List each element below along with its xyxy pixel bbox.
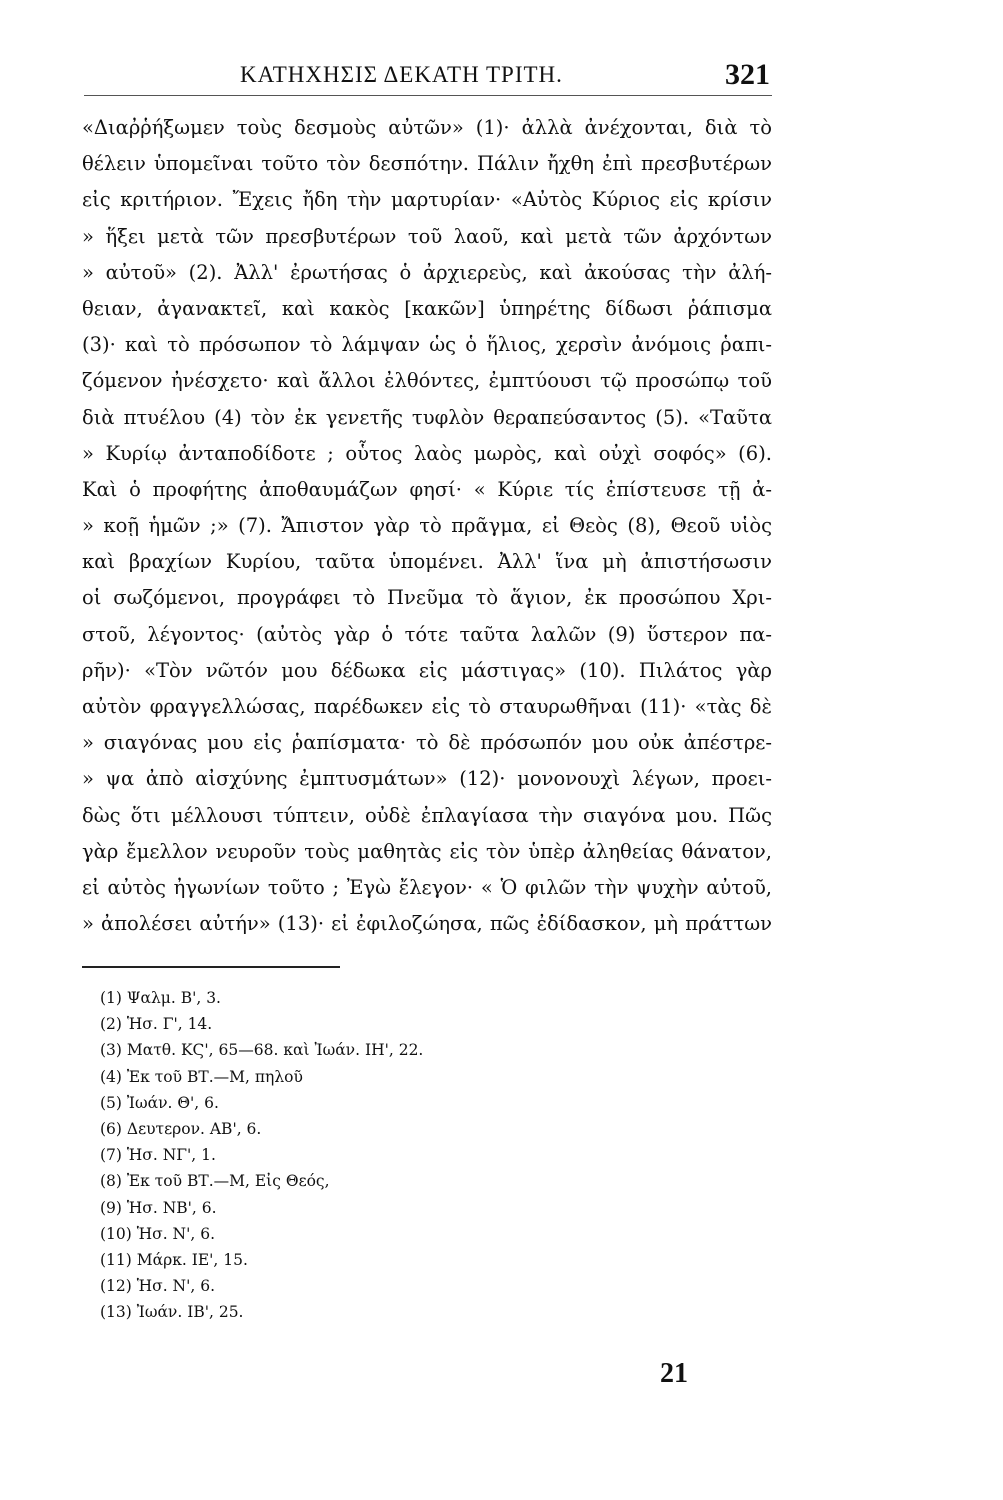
footnote-rule xyxy=(82,966,340,968)
text-line: εἰς κριτήριον. Ἔχεις ἤδη τὴν μαρτυρίαν· «Αὐτὸς Κύριος εἰς κρίσιν xyxy=(82,188,772,212)
footnote: (11) Μάρκ. ΙΕ', 15. xyxy=(100,1250,248,1269)
text-line: θειαν, ἀγανακτεῖ, καὶ κακὸς [κακῶν] ὑπηρέτης δίδωσι ῥάπισμα xyxy=(82,296,772,320)
text-line: » ἥξει μετὰ τῶν πρεσβυτέρων τοῦ λαοῦ, καὶ μετὰ τῶν ἀρχόντων xyxy=(82,224,772,248)
footnote: (3) Ματθ. ΚϚ', 65—68. καὶ Ἰωάν. ΙΗ', 22. xyxy=(100,1041,424,1060)
footnote: (5) Ἰωάν. Θ', 6. xyxy=(100,1093,219,1112)
text-line: » σιαγόνας μου εἰς ῥαπίσματα· τὸ δὲ πρόσωπόν μου οὐκ ἀπέστρε- xyxy=(82,731,772,755)
text-line: καὶ βραχίων Κυρίου, ταῦτα ὑπομένει. Ἀλλ' ἵνα μὴ ἀπιστήσωσιν xyxy=(82,550,772,574)
text-line: ζόμενον ἠνέσχετο· καὶ ἄλλοι ἐλθόντες, ἐμπτύουσι τῷ προσώπῳ τοῦ xyxy=(82,369,772,393)
running-head xyxy=(80,58,770,98)
footnote: (13) Ἰωάν. ΙΒ', 25. xyxy=(100,1303,244,1322)
footnote: (7) Ἡσ. ΝΓ', 1. xyxy=(100,1146,216,1165)
signature-mark: 21 xyxy=(660,1358,688,1389)
text-line: » ψα ἀπὸ αἰσχύνης ἐμπτυσμάτων» (12)· μονονουχὶ λέγων, προει- xyxy=(82,767,772,791)
footnotes xyxy=(100,985,700,1325)
page-number: 321 xyxy=(725,58,770,91)
text-line: Καὶ ὁ προφήτης ἀποθαυμάζων φησί· « Κύριε τίς ἐπίστευσε τῇ ἀ- xyxy=(82,477,772,501)
main-text xyxy=(82,110,772,942)
text-line: ρῆν)· «Τὸν νῶτόν μου δέδωκα εἰς μάστιγας» (10). Πιλάτος γὰρ xyxy=(82,658,772,682)
footnote: (12) Ἡσ. Ν', 6. xyxy=(100,1277,216,1296)
text-line: γὰρ ἔμελλον νευροῦν τοὺς μαθητὰς εἰς τὸν ὑπὲρ ἀληθείας θάνατον, xyxy=(82,839,772,863)
text-line: » ἀπολέσει αὐτήν» (13)· εἰ ἐφιλοζώησα, πῶς ἐδίδασκον, μὴ πράττων xyxy=(82,912,772,936)
footnote: (1) Ψαλμ. Β', 3. xyxy=(100,989,221,1007)
footnote: (6) Δευτερον. ΑΒ', 6. xyxy=(100,1119,262,1138)
text-line: στοῦ, λέγοντος· (αὐτὸς γὰρ ὁ τότε ταῦτα λαλῶν (9) ὕστερον πα- xyxy=(82,622,772,646)
header-rule xyxy=(84,95,772,96)
text-line: » αὐτοῦ» (2). Ἀλλ' ἐρωτήσας ὁ ἀρχιερεὺς, καὶ ἀκούσας τὴν ἀλή- xyxy=(82,260,772,284)
text-line: οἱ σωζόμενοι, προγράφει τὸ Πνεῦμα τὸ ἅγιον, ἐκ προσώπου Χρι- xyxy=(82,586,772,610)
text-line: εἰ αὐτὸς ἠγωνίων τοῦτο ; Ἐγὼ ἔλεγον· « Ὁ φιλῶν τὴν ψυχὴν αὐτοῦ, xyxy=(82,875,772,899)
text-line: δὼς ὅτι μέλλουσι τύπτειν, οὐδὲ ἐπλαγίασα τὴν σιαγόνα μου. Πῶς xyxy=(82,803,772,827)
text-line: » κοῇ ἡμῶν ;» (7). Ἄπιστον γὰρ τὸ πρᾶγμα, εἰ Θεὸς (8), Θεοῦ υἱὸς xyxy=(82,514,772,538)
footnote: (8) Ἐκ τοῦ ΒΤ.—Μ, Εἰς Θεός, xyxy=(100,1172,330,1191)
text-line: θέλειν ὑπομεῖναι τοῦτο τὸν δεσπότην. Πάλιν ἤχθη ἐπὶ πρεσβυτέρων xyxy=(82,152,772,176)
footnote: (9) Ἡσ. ΝΒ', 6. xyxy=(100,1198,217,1217)
footnote: (10) Ἡσ. Ν', 6. xyxy=(100,1224,216,1243)
running-title: ΚΑΤΗΧΗΣΙΣ ΔΕΚΑΤΗ ΤΡΙΤΗ. xyxy=(240,62,563,87)
footnote: (4) Ἐκ τοῦ ΒΤ.—Μ, πηλοῦ xyxy=(100,1067,303,1086)
footnote: (2) Ἡσ. Γ', 14. xyxy=(100,1015,213,1034)
text-line: » Κυρίῳ ἀνταποδίδοτε ; οὗτος λαὸς μωρὸς, καὶ οὐχὶ σοφός» (6). xyxy=(82,441,772,465)
text-line: «Διαῤῥήξωμεν τοὺς δεσμοὺς αὐτῶν» (1)· ἀλλὰ ἀνέχονται, διὰ τὸ xyxy=(82,116,772,139)
text-line: διὰ πτυέλου (4) τὸν ἐκ γενετῆς τυφλὸν θεραπεύσαντος (5). «Ταῦτα xyxy=(82,405,772,429)
text-line: αὐτὸν φραγγελλώσας, παρέδωκεν εἰς τὸ σταυρωθῆναι (11)· «τὰς δὲ xyxy=(82,695,772,718)
text-line: (3)· καὶ τὸ πρόσωπον τὸ λάμψαν ὡς ὁ ἥλιος, χερσὶν ἀνόμοις ῥαπι- xyxy=(82,333,772,357)
